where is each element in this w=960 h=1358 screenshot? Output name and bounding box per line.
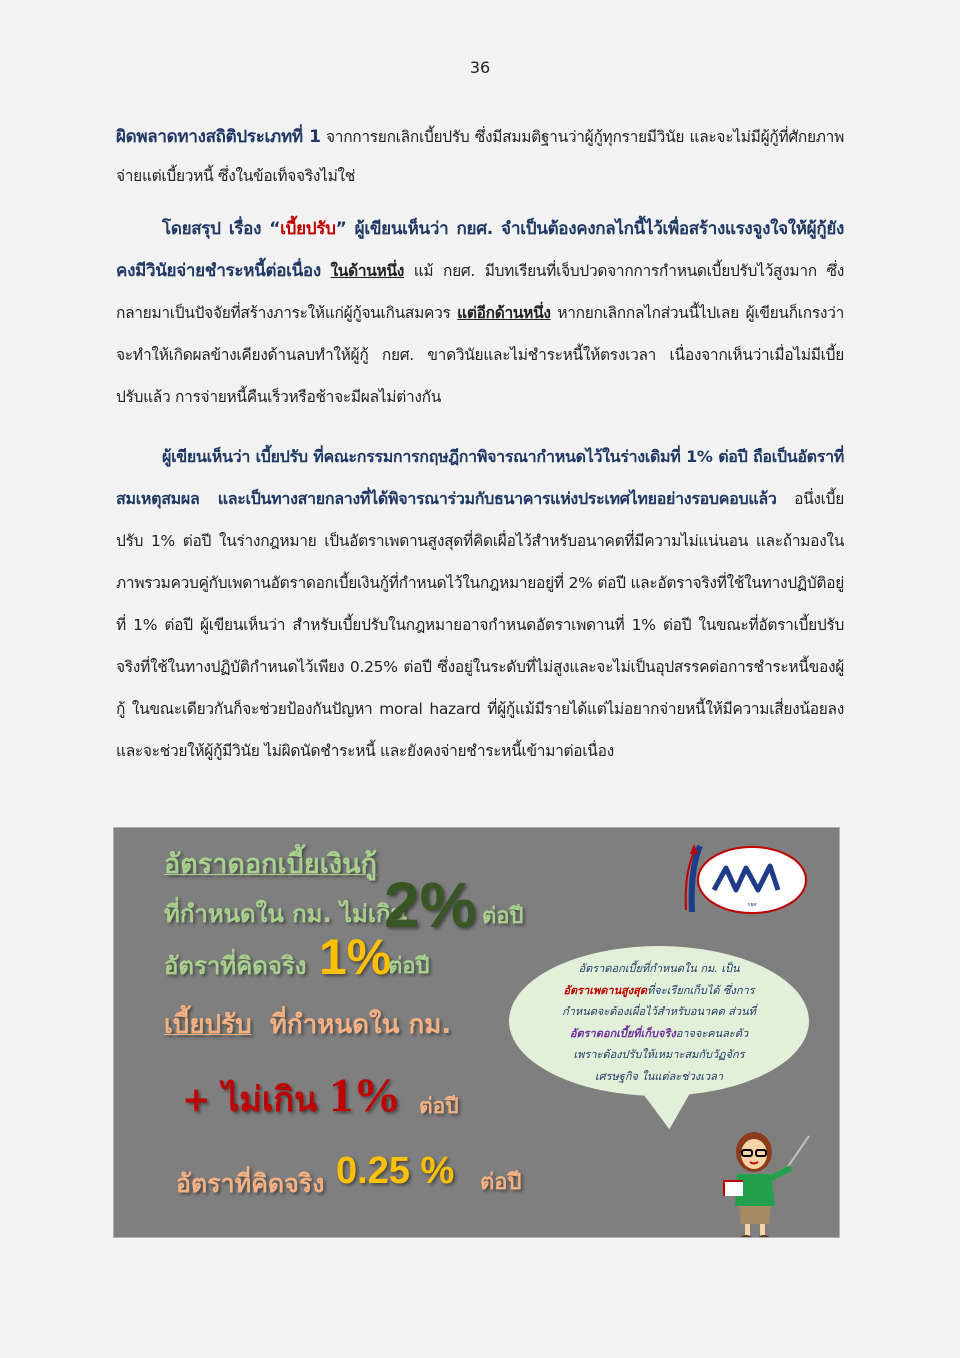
penalty-heading <box>164 1004 451 1045</box>
paragraph-1-bold-lead: ผิดพลาดทางสถิติประเภทที่ 1 <box>116 127 321 147</box>
page-number: 36 <box>469 58 491 77</box>
paragraph-2-lead-red: เบี้ยปรับ <box>280 219 336 239</box>
penalty-actual-label: อัตราที่คิดจริง <box>176 1169 325 1198</box>
paragraph-1-text: จากการยกเลิกเบี้ยปรับ ซึ่งมีสมมติฐานว่าผู้กู้ทุกรายมีวินัย และจะไม่มีผู้กู้ที่ศักยภาพจ่ายแต่เบี้ยวหนี้ ซึ่งในข้อเท็จจริงไม่ใช่ <box>116 128 845 185</box>
paragraph-1 <box>116 118 844 196</box>
bubble-line-4-rest: อาจจะคนละตัว <box>675 1026 749 1040</box>
paragraph-2 <box>116 208 844 418</box>
loan-rate-law-label: ที่กำหนดใน กม. ไม่เกิน <box>164 900 407 928</box>
penalty-title: เบี้ยปรับ <box>164 1010 252 1040</box>
penalty-law-per-year: ต่อปี <box>419 1094 459 1118</box>
paragraph-2-text-1: แม้ กยศ. มีบทเรียนที่เจ็บปวดจากการกำหนดเบี้ยปรับไว้สูงมาก ซึ่งกลายมาเป็นปัจจัยที่สร้างภาระให้แก่ผู้กู้จนเกินสมควร <box>116 262 844 322</box>
loan-rate-title: อัตราดอกเบี้ยเงินกู้ <box>164 849 377 880</box>
teacher-illustration-icon <box>709 1128 819 1238</box>
bubble-actual-rate: อัตราดอกเบี้ยที่เก็บจริง <box>569 1026 676 1040</box>
paragraph-2-lead-2: ” ผู้เขียนเห็นว่า กยศ. จำเป็นต้องคงกลไกนี้ไว้เพื่อสร้างแรงจูงใจให้ผู้กู้ยังคงมีวินัยจ่ายชำระหนี้ต่อเนื่อง <box>116 219 844 281</box>
paragraph-3 <box>116 436 844 772</box>
bubble-line-4 <box>529 1023 789 1045</box>
loan-rate-actual-per-year: ต่อปี <box>388 954 430 979</box>
paragraph-3-bold-lead: ผู้เขียนเห็นว่า เบี้ยปรับ ที่คณะกรรมการกฤษฎีกาพิจารณากำหนดไว้ในร่างเดิมที่ 1% ต่อปี ถือเป็นอัตราที่สมเหตุสมผล และเป็นทางสายกลางที่ได้พิจารณาร่วมกับธนาคารแห่งประเทศไทยอย่างรอบคอบแล้ว <box>116 447 844 508</box>
loan-rate-law-per-year: ต่อปี <box>482 904 524 929</box>
bubble-line-2 <box>529 980 789 1002</box>
penalty-actual-per-year: ต่อปี <box>480 1170 522 1195</box>
bubble-line-3: กำหนดจะต้องเผื่อไว้สำหรับอนาคต ส่วนที่ <box>562 1005 756 1018</box>
bubble-line-5: เพราะต้องปรับให้เหมาะสมกับวัฏจักร <box>573 1048 745 1061</box>
paragraph-2-lead-1: โดยสรุป เรื่อง “ <box>162 219 281 239</box>
penalty-law-value: 1% <box>329 1069 402 1122</box>
loan-rate-actual-label: อัตราที่คิดจริง <box>164 952 307 980</box>
infographic-interest-penalty <box>113 827 840 1238</box>
penalty-max-prefix: + ไม่เกิน <box>182 1080 318 1120</box>
bubble-line-1: อัตราดอกเบี้ยที่กำหนดใน กม. เป็น <box>578 962 740 975</box>
loan-rate-actual-value: 1% <box>319 929 392 985</box>
paragraph-2-underline-2: แต่อีกด้านหนึ่ง <box>457 304 551 322</box>
svg-text:กยศ: กยศ <box>747 902 757 908</box>
penalty-law-line <box>182 1068 401 1126</box>
paragraph-2-underline-1: ในด้านหนึ่ง <box>330 262 405 280</box>
bubble-line-2-rest: ที่จะเรียกเก็บได้ ซึ่งการ <box>647 983 755 997</box>
paragraph-2-text-2: หากยกเลิกกลไกส่วนนี้ไปเลย ผู้เขียนก็เกรงว่าจะทำให้เกิดผลข้างเคียงด้านลบทำให้ผู้กู้ กยศ. ขาดวินัยและไม่ชำระหนี้ให้ตรงเวลา เนื่องจากเห็นว่าเมื่อไม่มีเบี้ยปรับแล้ว การจ่ายหนี้คืนเร็วหรือช้าจะมีผลไม่ต่างกัน <box>116 304 844 406</box>
penalty-actual-value: 0.25 % <box>336 1150 455 1192</box>
sltf-logo-icon <box>674 840 814 920</box>
bubble-line-6: เศรษฐกิจ ในแต่ละช่วงเวลา <box>594 1069 724 1083</box>
penalty-law-label: ที่กำหนดใน กม. <box>269 1010 452 1040</box>
bubble-ceiling-rate: อัตราเพดานสูงสุด <box>563 983 648 997</box>
paragraph-3-text: อนึ่งเบี้ยปรับ 1% ต่อปี ในร่างกฎหมาย เป็นอัตราเพดานสูงสุดที่คิดเผื่อไว้สำหรับอนาคตที่มีความไม่แน่นอน และถ้ามองในภาพรวมควบคู่กับเพดานอัตราดอกเบี้ยเงินกู้ที่กำหนดไว้ในกฎหมายอยู่ที่ 2% ต่อปี และอัตราจริงที่ใช้ในทางปฏิบัติอยู่ที่ 1% ต่อปี ผู้เขียนเห็นว่า สำหรับเบี้ยปรับในกฎหมายอาจกำหนดอัตราเพดานที่ 1% ต่อปี ในขณะที่อัตราเบี้ยปรับจริงที่ใช้ในทางปฏิบัติกำหนดไว้เพียง 0.25% ต่อปี ซึ่งอยู่ในระดับที่ไม่สูงและจะไม่เป็นอุปสรรคต่อการชำระหนี้ของผู้กู้ ในขณะเดียวกันก็จะช่วยป้องกันปัญหา moral hazard ที่ผู้กู้แม้มีรายได้แต่ไม่อยากจ่ายหนี้ให้มีความเสี่ยงน้อยลง และจะช่วยให้ผู้กู้มีวินัย ไม่ผิดนัดชำระหนี้ และยังคงจ่ายชำระหนี้เข้ามาต่อเนื่อง <box>116 490 844 760</box>
speech-bubble-text <box>529 958 789 1087</box>
loan-rate-law-value: 2% <box>384 869 477 941</box>
